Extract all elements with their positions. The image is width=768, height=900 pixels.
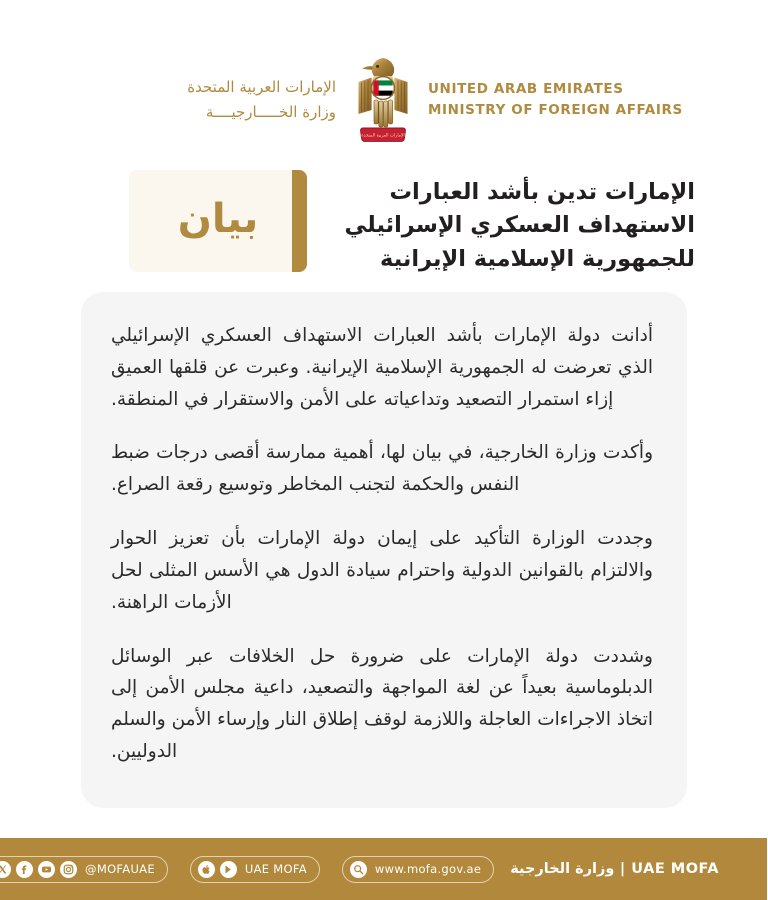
app-name-label: UAE MOFA	[245, 862, 308, 876]
footer-bar	[0, 838, 768, 900]
website-link[interactable]	[343, 856, 495, 883]
header-english-line2: MINISTRY OF FOREIGN AFFAIRS	[429, 102, 684, 118]
website-url-label: www.mofa.gov.ae	[375, 862, 483, 876]
header-arabic-line1: الإمارات العربية المتحدة	[188, 77, 337, 96]
uae-falcon-emblem	[353, 54, 415, 146]
social-media-links[interactable]	[0, 856, 169, 883]
ministry-name-english	[415, 79, 684, 121]
statement-paragraph: وأكدت وزارة الخارجية، في بيان لها، أهمية ممارسة أقصى درجات ضبط النفس والحكمة لتجنب المخاطر وتوسيع رقعة الصراع.	[112, 442, 654, 496]
ministry-name-arabic	[148, 75, 353, 126]
statement-body-card	[82, 292, 688, 808]
apple-icon	[199, 861, 216, 878]
statement-badge-label: بيان	[178, 196, 260, 242]
ministry-header	[0, 52, 768, 148]
social-handle-label: @MOFAUAE	[86, 862, 156, 876]
facebook-icon	[17, 861, 34, 878]
instagram-icon	[61, 861, 78, 878]
statement-paragraph: وجددت الوزارة التأكيد على إيمان دولة الإمارات بأن تعزيز الحوار والالتزام بالقوانين الدولية واحترام سيادة الدول هي الأسس المثلى لحل الأزمات الراهنة.	[112, 528, 654, 613]
x-twitter-icon	[0, 861, 12, 878]
footer-brand-label: UAE MOFA | وزارة الخارجية	[511, 861, 720, 877]
badge-accent-bar	[293, 170, 308, 272]
statement-paragraph: أدانت دولة الإمارات بأشد العبارات الاستهداف العسكري الإسرائيلي الذي تعرضت له الجمهورية الإسلامية الإيرانية. وعبرت عن قلقها العميق إزاء استمرار التصعيد وتداعياته على الأمن والاستقرار في المنطقة.	[112, 325, 654, 410]
mobile-app-links[interactable]	[191, 856, 321, 883]
search-icon	[351, 861, 368, 878]
header-arabic-line2: وزارة الخـــــارجيــــة	[206, 103, 337, 121]
statement-badge	[130, 170, 308, 272]
page-title: الإمارات تدين بأشد العبارات الاستهداف العسكري الإسرائيلي للجمهورية الإسلامية الإيرانية	[345, 179, 696, 272]
google-play-icon	[221, 861, 238, 878]
header-english-line1: UNITED ARAB EMIRATES	[429, 81, 625, 98]
youtube-icon	[39, 861, 56, 878]
statement-paragraph: وشددت دولة الإمارات على ضرورة حل الخلافات عبر الوسائل الدبلوماسية بعيداً عن لغة المواجهة والتصعيد، داعية مجلس الأمن إلى اتخاذ الاجراءات العاجلة واللازمة لوقف إطلاق النار وإرساء الأمن والسلم الدوليين.	[112, 645, 654, 762]
title-section	[0, 170, 768, 282]
svg-text:الإمارات العربية المتحدة: الإمارات العربية المتحدة	[362, 133, 406, 139]
